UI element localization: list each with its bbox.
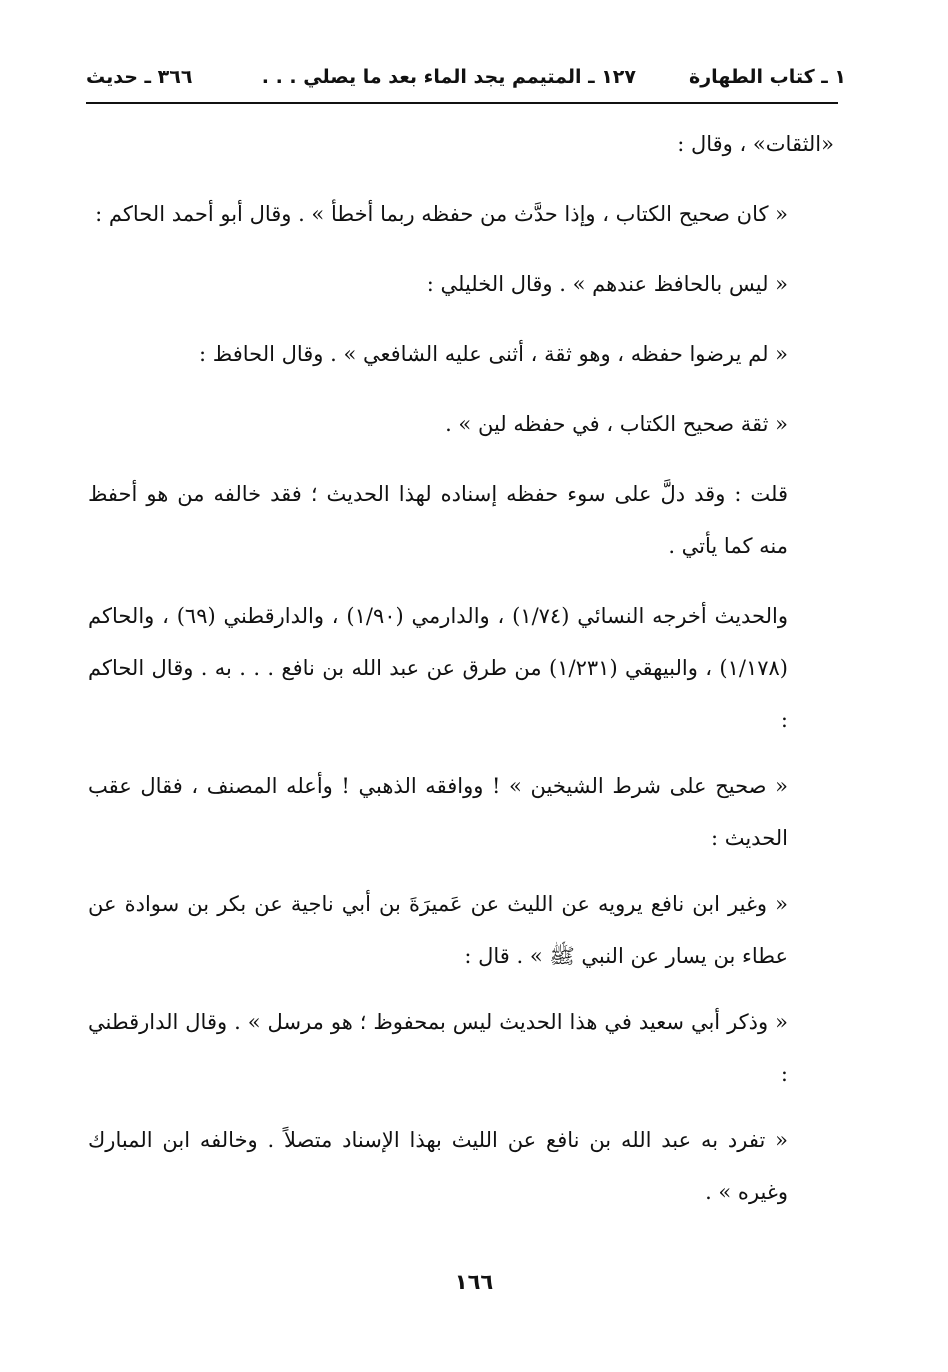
page-body xyxy=(88,118,834,1232)
page-number: ١٦٦ xyxy=(454,1270,494,1294)
paragraph-2: « كان صحيح الكتاب ، وإذا حدَّث من حفظه ربما أخطأ » . وقال أبو أحمد الحاكم : xyxy=(95,202,788,226)
header-divider xyxy=(86,102,838,104)
header-book-title: ١ ـ كتاب الطهارة xyxy=(689,66,846,88)
paragraph-10: « وذكر أبي سعيد في هذا الحديث ليس بمحفوظ ؛ هو مرسل » . وقال الدارقطني : xyxy=(88,1010,788,1086)
header-chapter-title: ١٢٧ ـ المتيمم يجد الماء بعد ما يصلي . . . xyxy=(261,66,636,88)
paragraph-1: «الثقات» ، وقال : xyxy=(677,132,834,156)
paragraph-5: « ثقة صحيح الكتاب ، في حفظه لين » . xyxy=(445,412,788,436)
paragraph-9: « وغير ابن نافع يرويه عن الليث عن عَميرَةَ بن أبي ناجية عن بكر بن سوادة عن عطاء بن يسار عن النبي ﷺ » . قال : xyxy=(88,892,788,968)
paragraph-6: قلت : وقد دلَّ على سوء حفظه إسناده لهذا الحديث ؛ فقد خالفه من هو أحفظ منه كما يأتي . xyxy=(88,482,788,558)
paragraph-3: « ليس بالحافظ عندهم » . وقال الخليلي : xyxy=(426,272,788,296)
paragraph-7: والحديث أخرجه النسائي (١/٧٤) ، والدارمي (١/٩٠) ، والدارقطني (٦٩) ، والحاكم (١/١٧٨) ، والبيهقي (١/٢٣١) من طرق عن عبد الله بن نافع . . . به . وقال الحاكم : xyxy=(88,604,788,732)
paragraph-11: « تفرد به عبد الله بن نافع عن الليث بهذا الإسناد متصلاً . وخالفه ابن المبارك وغيره » . xyxy=(88,1128,788,1204)
running-header xyxy=(86,62,846,96)
paragraph-4: « لم يرضوا حفظه ، وهو ثقة ، أثنى عليه الشافعي » . وقال الحافظ : xyxy=(199,342,788,366)
header-hadith-number: ٣٦٦ ـ حديث xyxy=(86,66,193,88)
paragraph-8: « صحيح على شرط الشيخين » ! ووافقه الذهبي ! وأعله المصنف ، فقال عقب الحديث : xyxy=(88,774,788,850)
